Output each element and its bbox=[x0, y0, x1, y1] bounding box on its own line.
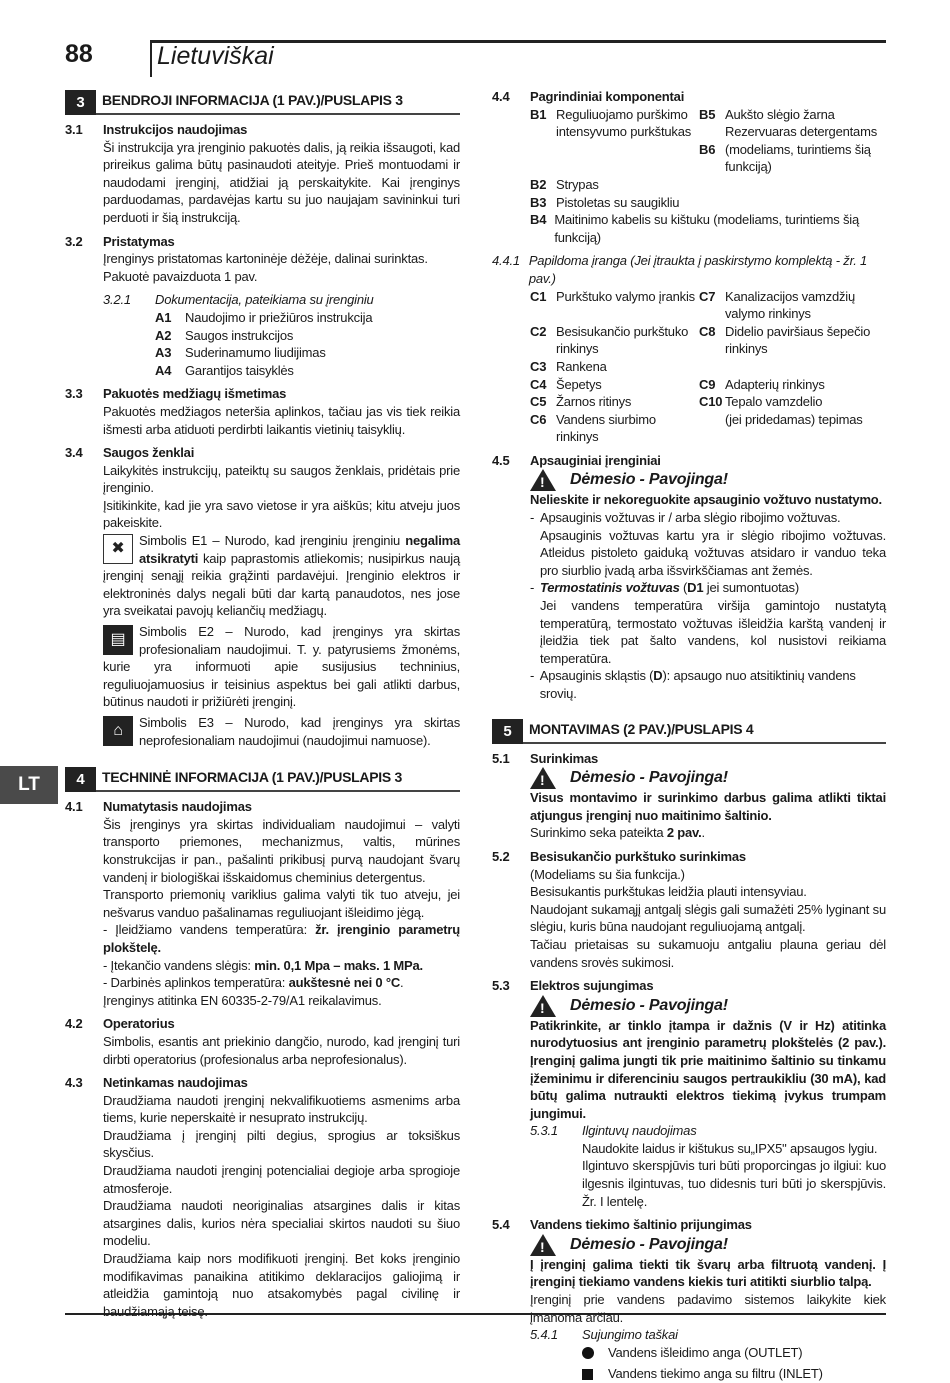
paragraph: Tačiau prietaisas su sukamuoju antgaliu plauna geriau dėl vandens srovės sukimosi. bbox=[530, 936, 886, 970]
warning-box: ! Dėmesio - Pavojinga! Patikrinkite, ar tinklo įtampa ir dažnis (V ir Hz) atitinka nurodytuosius ant įrenginio parametrų plokštelės (2 pav.). Įrenginį galima jungti tik prie maitinimo šaltinio su tinkamu įžeminimu ir diferenciniu saugos pertraukikliu (30 mA), kad būtų galima nutraukti elektros tiekimą įvykus trumpam jungimui. bbox=[530, 996, 886, 1121]
paragraph: Ilgintuvo skerspjūvis turi būti proporcingas jo ilgiui: kuo ilgesnis ilgintuvas, tuo didesnis turi būti jo skerspjūvis. Žr. I lentelę. bbox=[582, 1158, 886, 1209]
subsection-title: Apsauginiai įrenginiai bbox=[530, 452, 661, 468]
bullet-item: - Apsauginis skląstis (D): apsaugo nuo atsitiktinių vandens srovių. bbox=[530, 668, 856, 701]
section-title: TECHNINĖ INFORMACIJA (1 PAV.)/PUSLAPIS 3 bbox=[96, 767, 460, 792]
section-title: BENDROJI INFORMACIJA (1 PAV.)/PUSLAPIS 3 bbox=[96, 90, 460, 115]
list-item: B4 Maitinimo kabelis su kištuku (modeliams, turintiems šią funkciją) bbox=[530, 212, 860, 245]
bullet-item: - Termostatinis vožtuvas (D1 jei sumontuotas) bbox=[530, 580, 799, 596]
warning-icon: ! bbox=[530, 1234, 556, 1256]
inlet-item: Vandens tiekimo anga su filtru (INLET) bbox=[582, 1365, 886, 1383]
subsection-title: Elektros sujungimas bbox=[530, 978, 654, 994]
subsubsection-title: Dokumentacija, pateikiama su įrenginiu bbox=[155, 292, 374, 308]
subsection-number: 4.2 bbox=[65, 1016, 83, 1032]
document-list bbox=[155, 309, 460, 379]
language-title: Lietuviškai bbox=[157, 42, 274, 70]
bullet-item: - Įleidžiamo vandens temperatūra: žr. įrenginio parametrų plokštelę. bbox=[103, 922, 461, 955]
subsection-number: 5.1 bbox=[492, 750, 510, 766]
subsection-number: 3.2 bbox=[65, 233, 83, 249]
warning-box: ! Dėmesio - Pavojinga! Į įrenginį galima tiekti tik švarų arba filtruotą vandenį. Į įrenginį tiekiamo vandens kiekis turi atitikti siurblio talpą. bbox=[530, 1235, 886, 1290]
section-4-header bbox=[65, 767, 460, 792]
symbol-e1-block: ✖ Simbolis E1 – Nurodo, kad įrenginiu įrenginiu negalima atsikratyti kaip paprastomis atliekomis; nusipirkus naują įrenginį senąjį reikia grąžinti pardavėjui. Įrenginio elektros ir elektroninės dalys negali būti dar kartą panaudotos, nes jose yra sveikatai pavojų keliančių medžiagų. bbox=[103, 533, 460, 619]
subsection-number: 4.3 bbox=[65, 1075, 83, 1091]
right-column bbox=[492, 88, 886, 1383]
home-icon: ⌂ bbox=[103, 716, 133, 746]
paragraph: Draudžiama naudoti neoriginalias atsargines dalis ir kitas atsargines dalis, kurios nėra specialiai skirtos naudoti su šiuo modeliu. bbox=[103, 1198, 460, 1249]
section-5-header bbox=[492, 719, 886, 744]
subsection-number: 4.5 bbox=[492, 452, 510, 468]
paragraph: Draudžiama į įrenginį pilti degius, sprogius ar toksiškus skysčius. bbox=[103, 1127, 460, 1161]
subsubsection-number: 4.4.1 bbox=[492, 253, 520, 269]
page-number: 88 bbox=[65, 40, 93, 68]
warning-text: Nelieskite ir nekoreguokite apsauginio vožtuvo nustatymo. bbox=[530, 492, 882, 508]
section-3-header bbox=[65, 90, 460, 115]
symbol-e3-block: ⌂ Simbolis E3 – Nurodo, kad įrenginys yra skirtas neprofesionaliam naudojimui (naudojimui namuose). bbox=[103, 714, 460, 749]
list-item: Strypas bbox=[556, 176, 599, 192]
subsection-title: Netinkamas naudojimas bbox=[103, 1075, 248, 1091]
paragraph: Šis įrenginys yra skirtas individualiam naudojimui – valyti transporto priemones, mechanizmus, valtis, mūrines konstrukcijas ir pan., pašalinti prikibusį purvą naudojant švarų vandenį ir biologiškai išskaidomus cheminius detergentus. bbox=[103, 816, 460, 885]
paragraph: Ši instrukcija yra įrenginio pakuotės dalis, ją reikia išsaugoti, kad prireikus galima būtų pasinaudoti ateityje. Prieš montuodami ir naudodami įrenginį, atidžiai ją perskaitykite. Kai įrenginys parduodamas, pardavėjas kartu su juo naujajam savininkui turi perduoti ir šią instrukciją. bbox=[103, 139, 460, 225]
list-item: Rezervuaras detergentams (modeliams, turintiems šią funkciją) bbox=[725, 124, 877, 175]
subsection-number: 3.4 bbox=[65, 445, 83, 461]
paragraph: Laikykitės instrukcijų, pateiktų su saugos ženklais, pridėtais prie įrenginio. bbox=[103, 462, 460, 496]
list-item: A1 Naudojimo ir priežiūros instrukcija bbox=[155, 309, 373, 325]
subsection-title: Pakuotės medžiagų išmetimas bbox=[103, 386, 287, 402]
subsection-number: 5.2 bbox=[492, 848, 510, 864]
paragraph: Besisukantis purkštukas leidžia plauti intensyviau. bbox=[530, 884, 807, 900]
subsubsection-number: 3.2.1 bbox=[103, 292, 131, 308]
paragraph: Draudžiama kaip nors modifikuoti įrenginį. Bet koks įrenginio modifikavimas panaikina atitikimo deklaracijos galiojimą ir atleidžia gamintoją nuo atsakomybės pagal civilinę ir baudžiamąją teisę. bbox=[103, 1251, 460, 1319]
crossed-bin-icon: ✖ bbox=[103, 534, 133, 564]
subsubsection-title: Sujungimo taškai bbox=[582, 1327, 678, 1343]
symbol-e2-block: ▤ Simbolis E2 – Nurodo, kad įrenginys yra skirtas profesionaliam naudojimui. T. y. patyrusiems žmonėms, kurie yra informuoti apie susijusius techninius, reguliuojamuosius ir teisinius aspektus bei gali atlikti darbus, būtinus naudoti ir prižiūrėti įrenginį. bbox=[103, 624, 460, 710]
list-item: Aukšto slėgio žarna bbox=[725, 106, 835, 122]
circle-icon bbox=[582, 1347, 594, 1359]
subsection-title: Operatorius bbox=[103, 1016, 175, 1032]
subsection-number: 5.4 bbox=[492, 1217, 510, 1233]
subsubsection-number: 5.4.1 bbox=[530, 1327, 558, 1343]
paragraph: Pakuotė pavaizduota 1 pav. bbox=[103, 268, 258, 284]
paragraph: Įsitikinkite, kad jie yra savo vietose ir yra aiškūs; kitu atveju juos pakeiskite. bbox=[103, 497, 460, 531]
list-item: Pistoletas su saugikliu bbox=[556, 194, 680, 210]
paragraph: Jei vandens temperatūra viršija gamintojo nustatytą temperatūrą, termostato vožtuvas išleidžia karštą vandenį ir įleidžia tiek pat šalto vandens, kol nusistovi reikiama temperatūra. bbox=[540, 598, 886, 666]
list-item: Reguliuojamo purškimo intensyvumo purkštukas bbox=[556, 106, 692, 140]
subsection-title: Surinkimas bbox=[530, 750, 599, 766]
section-number: 5 bbox=[492, 719, 523, 744]
list-item: A3 Suderinamumo liudijimas bbox=[155, 345, 326, 361]
list-item: A2 Saugos instrukcijos bbox=[155, 327, 294, 343]
paragraph: (Modeliams su šia funkcija.) bbox=[530, 866, 685, 882]
left-column bbox=[65, 90, 460, 1320]
square-icon bbox=[582, 1369, 593, 1380]
paragraph: Įrenginį prie vandens padavimo sistemos laikykite kiek įmanoma arčiau. bbox=[530, 1292, 886, 1325]
warning-title: Dėmesio - Pavojinga! bbox=[570, 471, 728, 489]
subsection-number: 4.1 bbox=[65, 799, 83, 815]
paragraph: Apsauginis vožtuvas kartu yra ir slėgio ribojimo vožtuvas. Atleidus pistoleto gaiduką vožtuvas atsidaro ir vanduo teka pro siurblio įvadą arba išsvirkščiamas ant žemės. bbox=[540, 527, 886, 578]
subsection-title: Besisukančio purkštuko surinkimas bbox=[530, 848, 746, 864]
subsubsection-title: Ilgintuvų naudojimas bbox=[582, 1123, 697, 1139]
subsection-number: 5.3 bbox=[492, 978, 510, 994]
paragraph: Pakuotės medžiagos neteršia aplinkos, tačiau jas vis tiek reikia išmesti arba atiduoti perdirbti laikantis vietinių taisyklių. bbox=[103, 403, 460, 437]
paragraph: Įrenginys atitinka EN 60335-2-79/A1 reikalavimus. bbox=[103, 992, 382, 1008]
warning-box bbox=[530, 469, 886, 509]
section-title: MONTAVIMAS (2 PAV.)/PUSLAPIS 4 bbox=[523, 719, 886, 744]
professional-use-icon: ▤ bbox=[103, 625, 133, 655]
warning-icon: ! bbox=[530, 469, 556, 491]
bullet-item: - Įtekančio vandens slėgis: min. 0,1 Mpa – maks. 1 MPa. bbox=[103, 957, 423, 973]
subsection-title: Instrukcijos naudojimas bbox=[103, 122, 248, 137]
paragraph: Įrenginys pristatomas kartoninėje dėžėje, dalinai surinktas. bbox=[103, 251, 428, 267]
subsection-title: Pristatymas bbox=[103, 233, 175, 249]
paragraph: Draudžiama naudoti įrenginį potencialiai degioje arba sprogioje atmosferoje. bbox=[103, 1163, 460, 1196]
bullet-item: - Darbinės aplinkos temperatūra: aukštesnė nei 0 °C. bbox=[103, 975, 404, 991]
paragraph: Surinkimo seka pateikta 2 pav.. bbox=[530, 825, 705, 841]
section-number: 4 bbox=[65, 767, 96, 792]
subsection-title: Vandens tiekimo šaltinio prijungimas bbox=[530, 1217, 752, 1233]
section-number: 3 bbox=[65, 90, 96, 115]
paragraph: Naudojant sukamąjį antgalį slėgis gali sumažėti 25% lyginant su slėgiu, kuris būna naudojant reguliuojamą antgalį. bbox=[530, 901, 886, 935]
bullet-item: - Apsauginis vožtuvas ir / arba slėgio ribojimo vožtuvas. bbox=[530, 510, 841, 526]
paragraph: Draudžiama naudoti įrenginį nekvalifikuotiems asmenims arba tiems, kurie neperskaitė ir nesuprato instrukcijų. bbox=[103, 1092, 460, 1126]
paragraph: Transporto priemonių variklius galima valyti tik tuo atveju, jei nešvarus vanduo pašalinamas reguliuojant išleidimo jėgą. bbox=[103, 887, 460, 920]
accessories-list: C1 Purkštuko valymo įrankis C7 Kanalizacijos vamzdžių valymo rinkinys C2 Besisukančio purkštuko rinkinys C8 Didelio paviršiaus šepečio rinkinys C3 Rankena C4 Šepetys C9 Adapterių rinkinys C5 Žarnos ritinys C10 Tepalo vamzdelio C6 Vandens siurbimo rinkinys (jei pridedamas) tepimas bbox=[530, 288, 871, 445]
subsubsection-number: 5.3.1 bbox=[530, 1123, 558, 1139]
subsubsection-title: Papildoma įranga (Jei įtraukta į paskirstymo komplektą - žr. 1 pav.) bbox=[528, 253, 868, 286]
warning-icon: ! bbox=[530, 767, 556, 789]
subsection-number: 3.1 bbox=[65, 122, 83, 137]
subsection-title: Saugos ženklai bbox=[103, 445, 195, 461]
paragraph: Naudokite laidus ir kištukus su„IPX5" apsaugos lygiu. bbox=[582, 1140, 878, 1156]
warning-box: ! Dėmesio - Pavojinga! Visus montavimo ir surinkimo darbus galima atlikti tiktai atjungus įrenginį nuo maitinimo šaltinio. bbox=[530, 769, 886, 823]
language-side-tab: LT bbox=[0, 766, 58, 804]
outlet-item: Vandens išleidimo anga (OUTLET) bbox=[582, 1344, 886, 1362]
warning-icon: ! bbox=[530, 995, 556, 1017]
list-item: A4 Garantijos taisyklės bbox=[155, 362, 294, 378]
paragraph: Simbolis, esantis ant priekinio dangčio, nurodo, kad įrenginį turi dirbti operatorius (profesionalus arba neprofesionalus). bbox=[103, 1033, 460, 1067]
header-divider bbox=[150, 40, 152, 77]
subsection-title: Pagrindiniai komponentai bbox=[530, 89, 685, 104]
components-list: B1 Reguliuojamo purškimo intensyvumo purkštukas B5 Aukšto slėgio žarna B6 Rezervuaras detergentams (modeliams, turintiems šią funkciją) B2 Strypas B3 Pistoletas su saugikliu bbox=[530, 106, 886, 212]
subsection-number: 3.3 bbox=[65, 386, 83, 402]
subsection-title: Numatytasis naudojimas bbox=[103, 799, 252, 815]
subsection-number: 4.4 bbox=[492, 89, 510, 104]
